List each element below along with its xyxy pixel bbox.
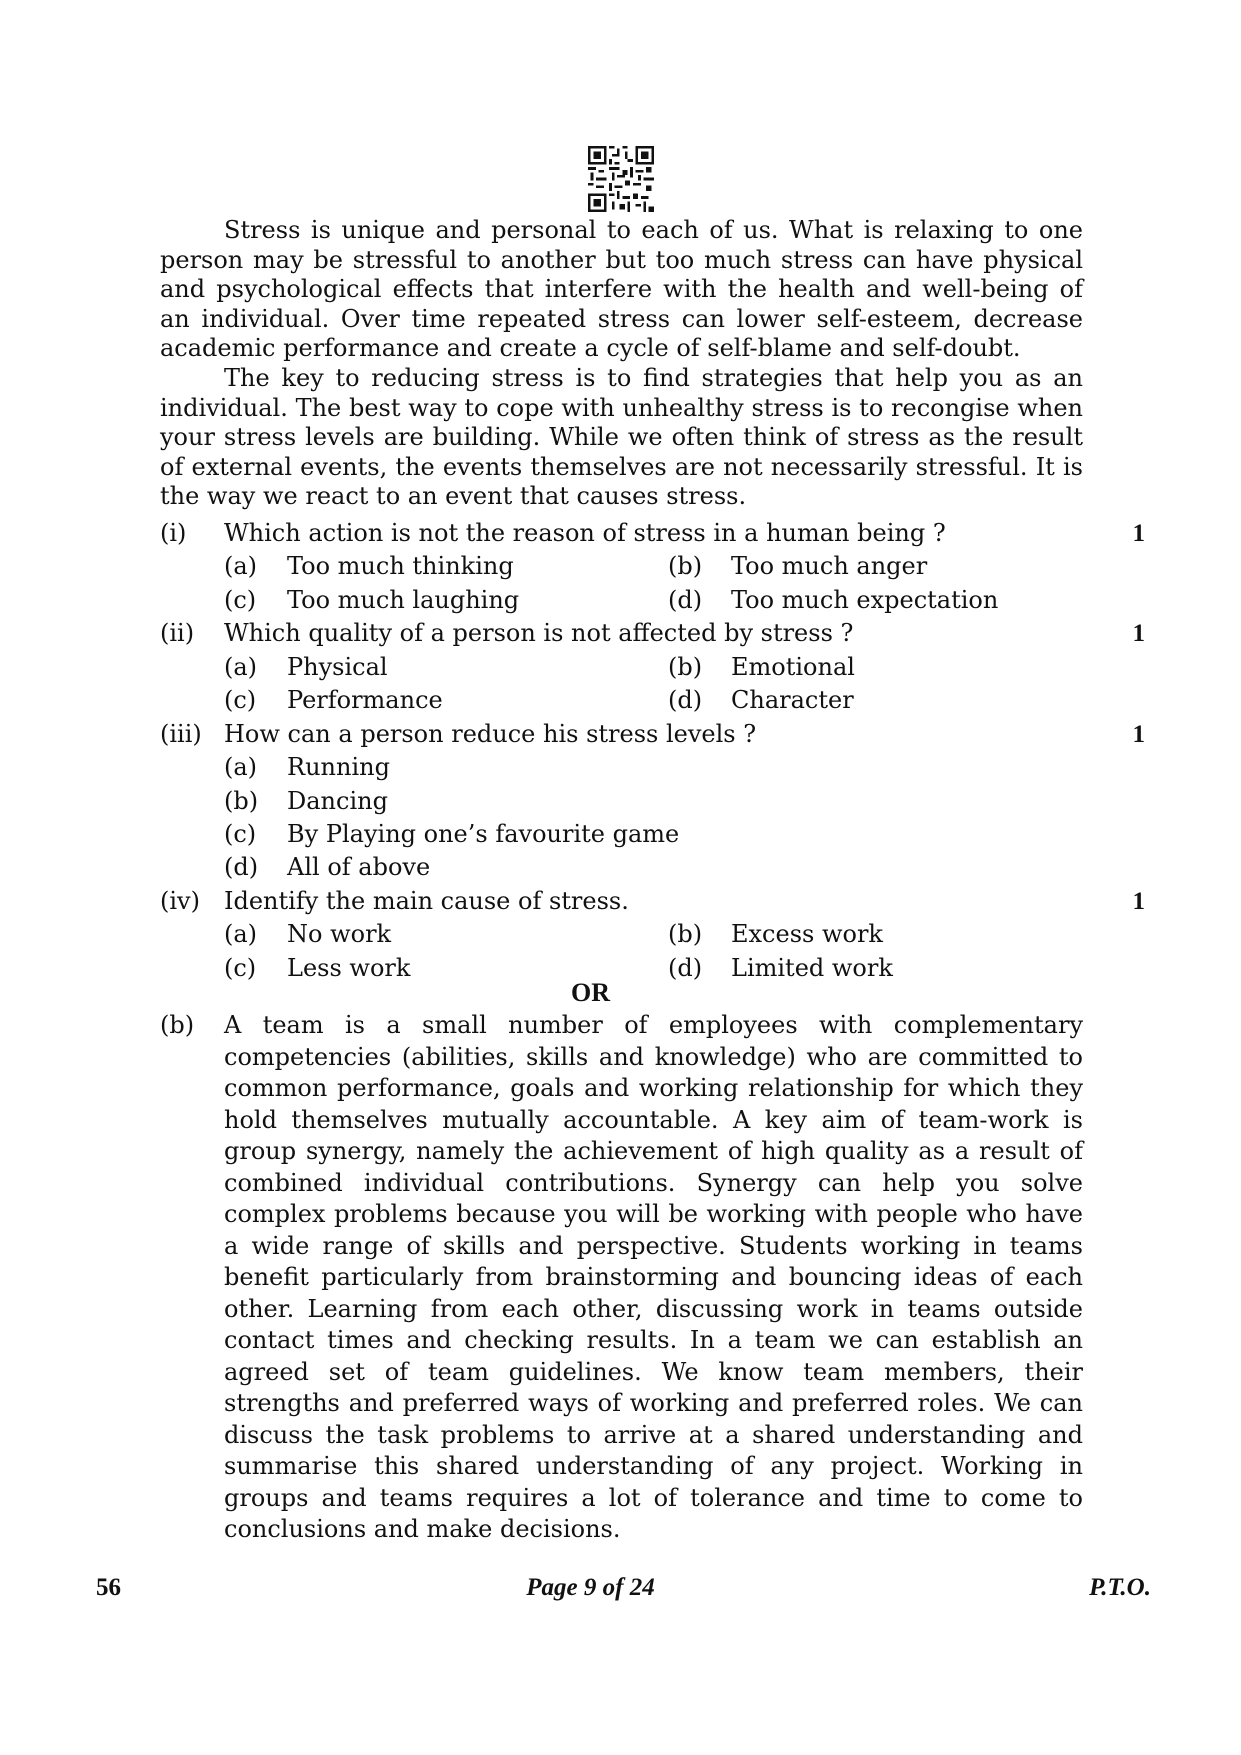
option-label: (a) xyxy=(224,753,258,781)
question-number: (iii) xyxy=(160,720,202,748)
marks: 1 xyxy=(1132,721,1145,748)
question-text: Identify the main cause of stress. xyxy=(224,887,629,915)
option-label: (b) xyxy=(224,787,259,815)
option-text: Physical xyxy=(287,653,388,681)
option-text: No work xyxy=(287,920,392,948)
question-number: (ii) xyxy=(160,619,195,647)
option-text: Dancing xyxy=(287,787,388,815)
option-label: (a) xyxy=(224,552,258,580)
option-text: Emotional xyxy=(731,653,855,681)
passage-paragraph: The key to reducing stress is to find strategies that help you as an individual. The best way to cope with unhealthy stress is to recongise when your stress levels are building. While we often think of stress as the result of external events, the events themselves are not necessarily stressful. It is the way we react to an event that causes stress. xyxy=(160,364,1083,510)
option-row xyxy=(160,818,1145,851)
question-row xyxy=(160,617,1145,650)
question-number: (iv) xyxy=(160,887,200,915)
option-label: (d) xyxy=(668,954,703,982)
option-text: Less work xyxy=(287,954,411,982)
question-row xyxy=(160,718,1145,751)
question-number: (i) xyxy=(160,519,187,547)
option-text: Too much expectation xyxy=(731,586,999,614)
option-label: (c) xyxy=(224,954,257,982)
part-b-label: (b) xyxy=(160,1011,195,1039)
option-row xyxy=(160,684,1145,717)
option-row xyxy=(160,751,1145,784)
option-label: (d) xyxy=(224,853,259,881)
paper-code: 56 xyxy=(96,1574,121,1601)
option-text: All of above xyxy=(287,853,431,881)
option-text: Running xyxy=(287,753,390,781)
option-text: Performance xyxy=(287,686,443,714)
option-text: By Playing one’s favourite game xyxy=(287,820,680,848)
option-row xyxy=(160,851,1145,884)
option-label: (a) xyxy=(224,920,258,948)
marks: 1 xyxy=(1132,888,1145,915)
page-number: Page 9 of 24 xyxy=(526,1574,655,1601)
marks: 1 xyxy=(1132,620,1145,647)
option-text: Too much anger xyxy=(731,552,928,580)
or-separator: OR xyxy=(571,978,610,1007)
option-label: (b) xyxy=(668,920,703,948)
option-label: (b) xyxy=(668,552,703,580)
part-b-passage: A team is a small number of employees with complementary competencies (abilities, skills and knowledge) who are committed to common performance, goals and working relationship for which they hold themselves mutually accountable. A key aim of team-work is group synergy, namely the achievement of high quality as a result of combined individual contributions. Synergy can help you solve complex problems because you will be working with people who have a wide range of skills and perspective. Students working in teams benefit particularly from brainstorming and bouncing ideas of each other. Learning from each other, discussing work in teams outside contact times and checking results. In a team we can establish an agreed set of team guidelines. We know team members, their strengths and preferred ways of working and preferred roles. We can discuss the task problems to arrive at a shared understanding and summarise this shared understanding of any project. Working in groups and teams requires a lot of tolerance and time to come to conclusions and make decisions. xyxy=(224,1011,1083,1543)
qr-code-icon xyxy=(588,146,654,212)
option-text: Character xyxy=(731,686,854,714)
option-label: (b) xyxy=(668,653,703,681)
option-label: (a) xyxy=(224,653,258,681)
option-row xyxy=(160,918,1145,951)
option-label: (d) xyxy=(668,686,703,714)
marks: 1 xyxy=(1132,520,1145,547)
option-row xyxy=(160,584,1145,617)
option-text: Too much thinking xyxy=(287,552,514,580)
question-text: How can a person reduce his stress levels ? xyxy=(224,720,757,748)
option-label: (d) xyxy=(668,586,703,614)
option-row xyxy=(160,651,1145,684)
pto-label: P.T.O. xyxy=(1089,1574,1151,1601)
question-row xyxy=(160,517,1145,550)
passage-paragraph: Stress is unique and personal to each of us. What is relaxing to one person may be stressful to another but too much stress can have physical and psychological effects that interfere with the health and well-being of an individual. Over time repeated stress can lower self-esteem, decrease academic performance and create a cycle of self-blame and self-doubt. xyxy=(160,216,1083,362)
question-text: Which quality of a person is not affected by stress ? xyxy=(224,619,854,647)
option-text: Too much laughing xyxy=(287,586,520,614)
option-label: (c) xyxy=(224,820,257,848)
option-row xyxy=(160,550,1145,583)
option-row xyxy=(160,785,1145,818)
question-text: Which action is not the reason of stress in a human being ? xyxy=(224,519,946,547)
option-label: (c) xyxy=(224,586,257,614)
option-text: Excess work xyxy=(731,920,883,948)
option-label: (c) xyxy=(224,686,257,714)
option-text: Limited work xyxy=(731,954,893,982)
question-row xyxy=(160,885,1145,918)
